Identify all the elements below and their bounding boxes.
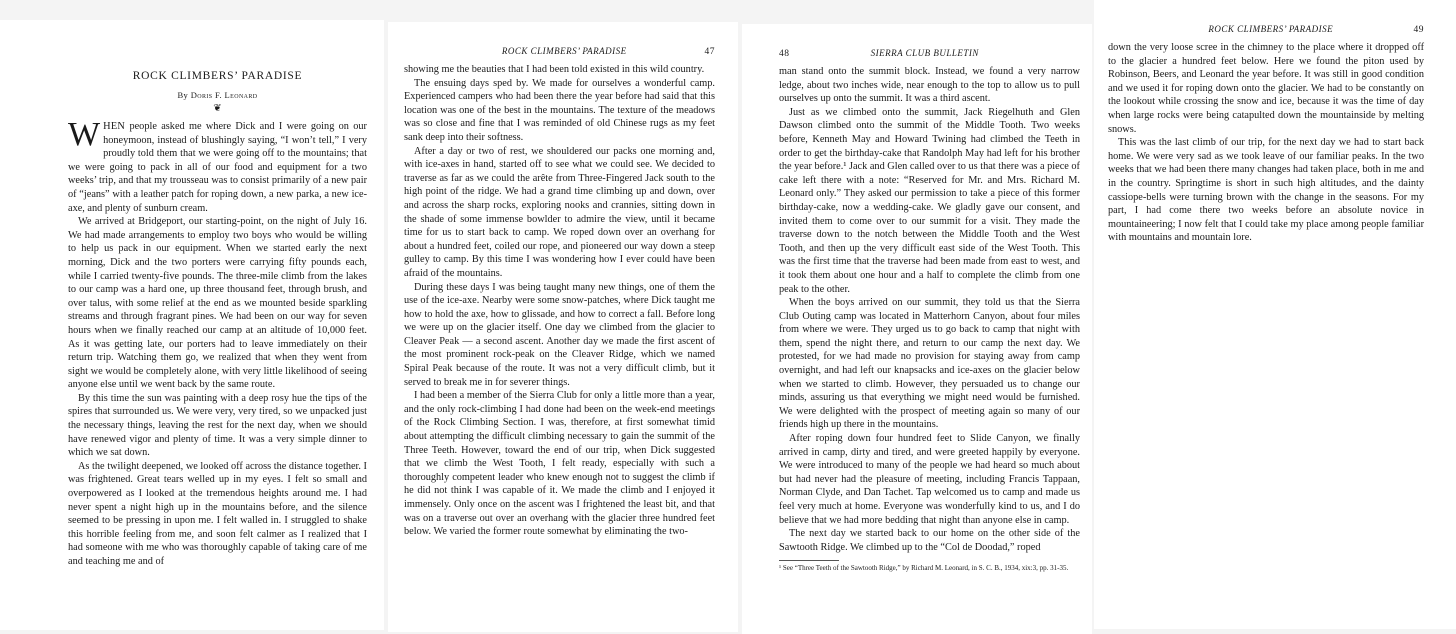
footnote-rule — [779, 560, 839, 561]
paragraph: As the twilight deepened, we looked off across the distance together. I was frightened. Great tears welled up in my eyes. I felt so small and overpowered as I looked at the tremendous heights around me. I had never spent a night high up in the mountains before, and the silence seemed to be pressing in upon me. I felt walled in. I struggled to shake this horrible feeling from me, and soon felt calmer as I realized that I had someone with me who was thoroughly capable of taking care of me and teaching me and of — [68, 460, 367, 567]
fleuron-ornament: ❦ — [213, 103, 222, 114]
lead-in: HEN — [103, 121, 126, 132]
byline-prefix: By — [177, 90, 189, 100]
running-head-title: SIERRA CLUB BULLETIN — [870, 48, 979, 58]
byline — [68, 90, 367, 100]
running-head-title: ROCK CLIMBERS’ PARADISE — [1208, 24, 1334, 34]
page-4 — [1094, 0, 1456, 629]
paragraph: By this time the sun was painting with a deep rosy hue the tips of the spires that surrounded us. We were very, very tired, so we unpacked just the necessary things, leaving the rest for the next day, when we should have renewed vigor and plenty of time. It was a very simple dinner to which we sat down. — [68, 392, 367, 459]
paragraph: This was the last climb of our trip, for the next day we had to start back home. We were very sad as we took leave of our familiar peaks. In the two weeks that we had been there many changes had taken place, both in me and in the country. Springtime is short in such high altitudes, and the dainty cassiope-bells were turning brown with the change in the seasons. For my part, I had come there two weeks before an absolute novice in mountaineering; I now felt that I could take my place among people familiar with mountains and mountain lore. — [1108, 137, 1424, 244]
paragraph: During these days I was being taught many new things, one of them the use of the ice-axe. Nearby were some snow-patches, where Dick taught me how to hold the axe, how to glissade, and how to correct a fall. Before long we were up on the glacier itself. One day we climbed from the glacier to Cleaver Peak — a second ascent. Another day we made the first ascent of the most prominent rock-peak on the Cleaver Ridge, which we named Spiral Peak because of the route. It was not a very difficult climb, but it served to break me in for severer things. — [404, 281, 715, 388]
paragraph: man stand onto the summit block. Instead, we found a very narrow ledge, about two inches wide, near enough to the top to allow us to pull ourselves up onto the summit. It was a third ascent. — [779, 66, 1080, 105]
author-name: Doris F. Leonard — [190, 90, 258, 100]
drop-cap: W — [68, 116, 101, 153]
page-number: 48 — [779, 49, 790, 59]
paragraph: After roping down four hundred feet to Slide Canyon, we finally arrived in camp, dirty and tired, and were greeted happily by everyone. We were introduced to many of the people we had heard so much about but had never had the pleasure of meeting, including Francis Tappaan, Norman Clyde, and Dan Tachet. Tap welcomed us to camp and made us feel very much at home. Everyone was wonderfully kind to us, and I do believe that we had more bedding that night than anyone else in camp. — [779, 433, 1080, 526]
running-head-title: ROCK CLIMBERS’ PARADISE — [501, 46, 627, 56]
running-head — [404, 46, 715, 58]
page-2 — [388, 22, 738, 632]
running-head — [779, 48, 1080, 60]
page-number: 47 — [704, 47, 715, 57]
footnote: ¹ See “Three Teeth of the Sawtooth Ridge,” by Richard M. Leonard, in S. C. B., 1934, xix:3, pp. 31-35. — [779, 564, 1069, 573]
paragraph: When the boys arrived on our summit, they told us that the Sierra Club Outing camp was located in Matterhorn Canyon, about four miles from where we were. They urged us to go back to camp that night with them, spend the night there, and return to our camp the next day. We protested, for we had made no provision for staying away from camp overnight, and had left our knapsacks and ice-axes on the glacier below when we started to climb. However, they persuaded us to change our minds, assuring us that everything we might need would be furnished. We were delighted with the prospect of meeting again so many of our friends high up there in the mountains. — [779, 297, 1080, 431]
paragraph: After a day or two of rest, we shouldered our packs one morning and, with ice-axes in hand, started off to see what we could see. We decided to traverse as far as we could the arête from Three-Fingered Jack south to the high point of the ridge. We had a grand time climbing up and down, over and across the sharp rocks, exploring nooks and crannies, sitting down in the shade of some immense bowlder to admire the view, until it became time for us to start back to camp. We roped down over an overhang for about a hundred feet, coiled our rope, and pioneered our way down a steep gulley to camp. By this time I was wondering how I ever could have been afraid of the mountains. — [404, 145, 715, 279]
paragraph: We arrived at Bridgeport, our starting-point, on the night of July 16. We had made arrangements to employ two boys who would be willing to help us pack in our equipment. When we started early the next morning, Dick and the two porters were carrying fifty pounds each, while I carried twenty-five pounds. The three-mile climb from the lakes to our camp was a hard one, up three thousand feet, through brush, and over talus, with some relief at the end as we mounted beside sparkling streams and through fragrant pines. We had been on our way for seven hours when we finally reached our camp at an altitude of 10,000 feet. As it was getting late, our porters had to leave immediately on their return trip. Watching them go, we realized that when they went from sight we would be completely alone, with very little likelihood of seeing anyone else until we went back by the same route. — [68, 216, 367, 391]
paragraph: I had been a member of the Sierra Club for only a little more than a year, and the only rock-climbing I had done had been on the week-end meetings of the Rock Climbing Section. I was, therefore, at first somewhat timid about attempting the difficult climbing necessary to gain the summit of the Three Teeth. However, toward the end of our trip, when Dick suggested that we climb the West Tooth, I felt ready, especially with such a thoroughly competent leader who knew enough not to suggest the climb if he did not think I was capable of it. We made the climb and I enjoyed it immensely. Only once on the ascent was I frightened the least bit, and that was on a traverse out over an overhang with the glacier three hundred feet below. We varied the former route somewhat by eliminating the two- — [404, 390, 715, 538]
paragraph: The next day we started back to our home on the other side of the Sawtooth Ridge. We climbed up to the “Col de Doodad,” roped — [779, 528, 1080, 553]
page-3 — [742, 24, 1092, 634]
paragraph — [68, 116, 367, 215]
paragraph-text: people asked me where Dick and I were going on our honeymoon, instead of blushingly saying, “I won’t tell,” I very proudly told them that we were going off to the mountains; that we were going to pack in all of our food and equipment for a two weeks’ trip, and that my trousseau was to consist primarily of a new pair of “jeans” with a leather patch for roping down, a new parka, a new ice-axe, and plenty of sunburn cream. — [68, 121, 367, 214]
paragraph: Just as we climbed onto the summit, Jack Riegelhuth and Glen Dawson climbed onto the summit of the Middle Tooth. Two weeks before, Kenneth May and Howard Twining had climbed the Teeth in order to get the birthday-cake that Randolph May had left for his brother the year before.¹ Jack and Glen called over to us that there was a piece of cake left there with a note: “Reserved for Mr. and Mrs. Richard M. Leonard only.” They asked our permission to take a piece of this former birthday-cake, now a wedding-cake. We gladly gave our consent, and invited them to come over to our summit for a visit. They made the traverse down to the notch between the Middle Tooth and the West Tooth, and then up the very difficult east side of the West Tooth. This was the first time that the traverse had been made from east to west, and it took them about one hour and a half to complete the climb from one peak to the other. — [779, 106, 1080, 295]
page-1 — [0, 20, 384, 630]
paragraph: down the very loose scree in the chimney to the place where it dropped off to the glacier a hundred feet below. Here we found the piton used by Robinson, Beers, and Leonard the year before. It was still in good condition and we used it for roping down onto the glacier. We had to be constantly on the lookout while crossing the snow and ice, because it was the time of day when large rocks were being catapulted down the mountainside by melting snows. — [1108, 42, 1424, 135]
running-head — [1108, 24, 1424, 36]
paragraph: showing me the beauties that I had been told existed in this wild country. — [404, 64, 705, 75]
page-number: 49 — [1413, 25, 1424, 35]
paragraph: The ensuing days sped by. We made for ourselves a wonderful camp. Experienced campers who had been there the year before had said that this location was one of the best in the mountains. The texture of the meadows was so close and fine that I was reminded of old Chinese rugs as my feet sank deep into their softness. — [404, 77, 715, 143]
article-title: ROCK CLIMBERS’ PARADISE — [132, 70, 303, 82]
